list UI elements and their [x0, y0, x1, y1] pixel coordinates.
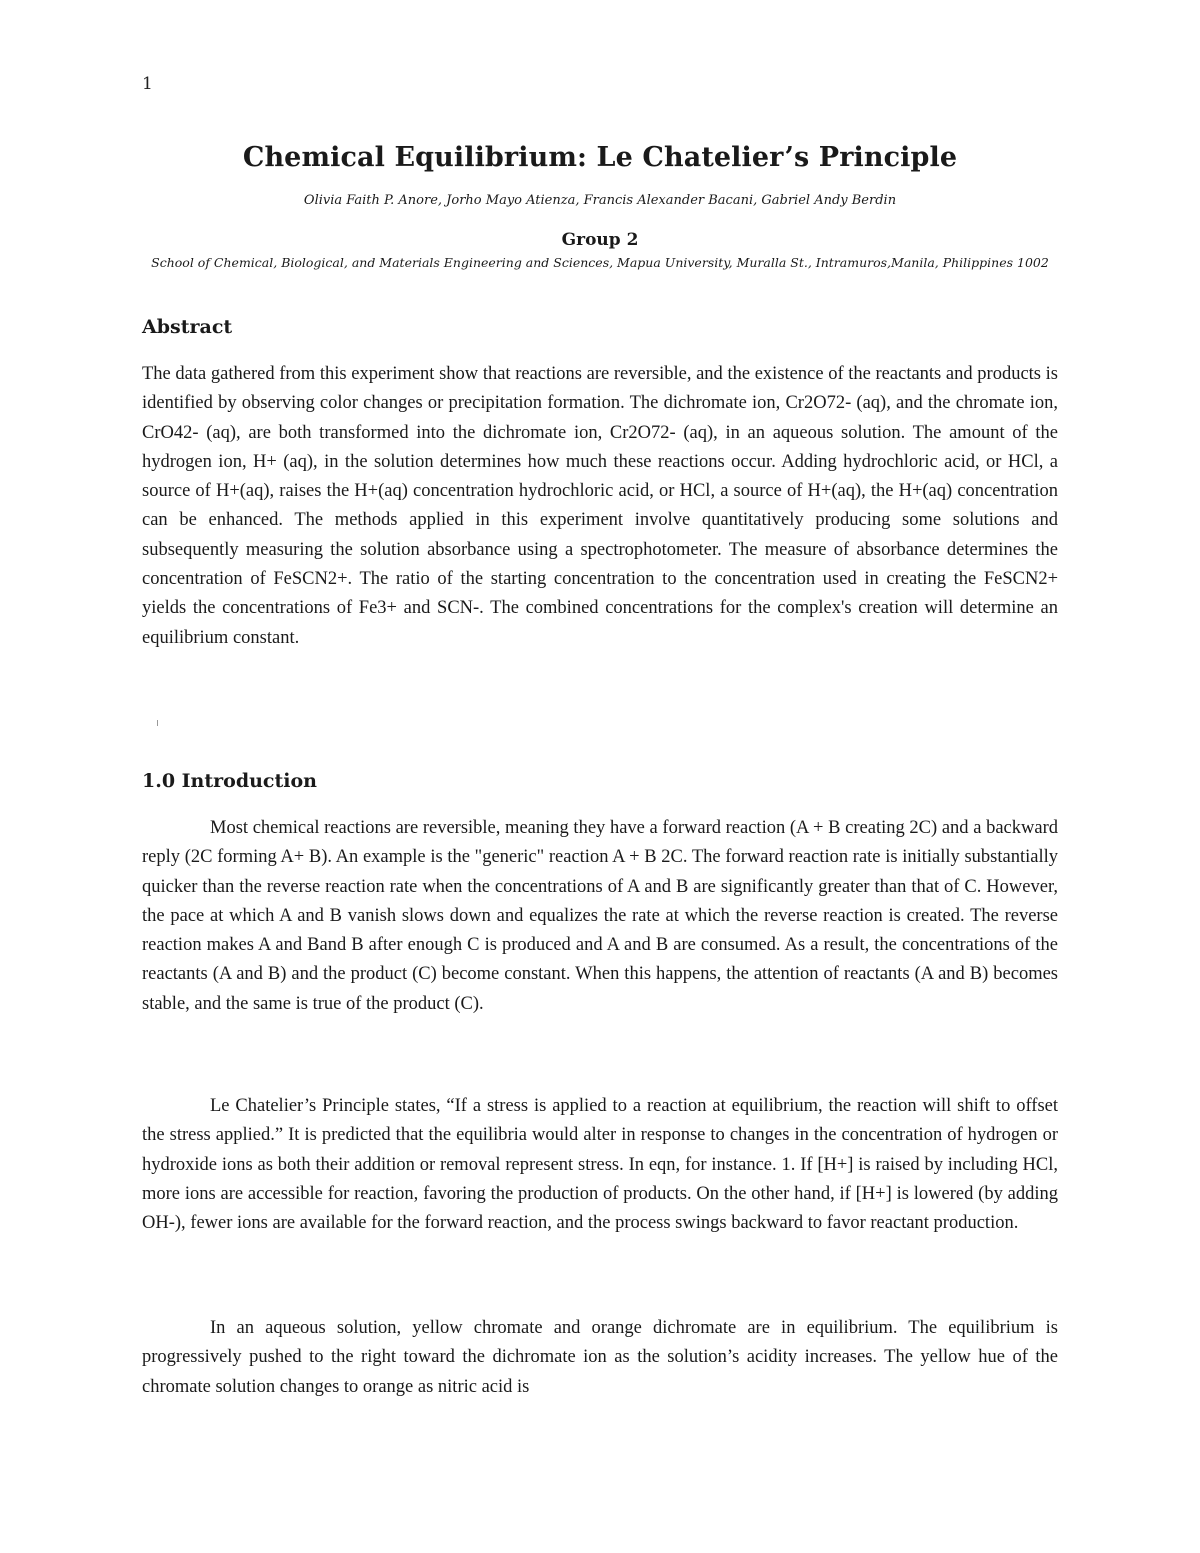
introduction-paragraph-2: Le Chatelier’s Principle states, “If a stress is applied to a reaction at equilibrium, the reaction will shift to offset the stress applied.” It is predicted that the equilibria would alter in response to changes in the concentration of hydrogen or hydroxide ions as both their addition or removal represent stress. In eqn, for instance. 1. If [H+] is raised by including HCl, more ions are accessible for reaction, favoring the production of products. On the other hand, if [H+] is lowered (by adding OH-), fewer ions are available for the forward reaction, and the process swings backward to favor reactant production. — [142, 1096, 1058, 1234]
introduction-paragraph-3: In an aqueous solution, yellow chromate and orange dichromate are in equilibrium. The equilibrium is progressively pushed to the right toward the dichromate ion as the solution’s acidity increases. The yellow hue of the chromate solution changes to orange as nitric acid is — [142, 1318, 1058, 1397]
stray-mark — [157, 720, 158, 726]
author-list: Olivia Faith P. Anore, Jorho Mayo Atienza, Francis Alexander Bacani, Gabriel Andy Berdin — [303, 193, 897, 208]
group-label: Group 2 — [561, 230, 639, 250]
introduction-heading: 1.0 Introduction — [142, 770, 317, 792]
abstract-text: The data gathered from this experiment show that reactions are reversible, and the existence of the reactants and products is identified by observing color changes or precipitation formation. The dichromate ion, Cr2O72- (aq), and the chromate ion, CrO42- (aq), are both transformed into the dichromate ion, Cr2O72- (aq), in an aqueous solution. The amount of the hydrogen ion, H+ (aq), in the solution determines how much these reactions occur. Adding hydrochloric acid, or HCl, a source of H+(aq), raises the H+(aq) concentration hydrochloric acid, or HCl, a source of H+(aq), the H+(aq) concentration can be enhanced. The methods applied in this experiment involve quantitatively producing some solutions and subsequently measuring the solution absorbance using a spectrophotometer. The measure of absorbance determines the concentration of FeSCN2+. The ratio of the starting concentration to the concentration used in creating the FeSCN2+ yields the concentrations of Fe3+ and SCN-. The combined concentrations for the complex's creation will determine an equilibrium constant. — [142, 364, 1058, 648]
paper-title: Chemical Equilibrium: Le Chatelier’s Principle — [242, 142, 958, 173]
abstract-heading: Abstract — [142, 316, 233, 338]
affiliation: School of Chemical, Biological, and Materials Engineering and Sciences, Mapua University, Muralla St., Intramuros,Manila, Philippines 1002 — [151, 255, 1049, 270]
page-number: 1 — [142, 74, 153, 94]
introduction-paragraph-1: Most chemical reactions are reversible, meaning they have a forward reaction (A + B creating 2C) and a backward reply (2C forming A+ B). An example is the "generic" reaction A + B 2C. The forward reaction rate is initially substantially quicker than the reverse reaction rate when the concentrations of A and B are significantly greater than that of C. However, the pace at which A and B vanish slows down and equalizes the rate at which the reverse reaction is created. The reverse reaction makes A and Band B after enough C is produced and A and B are consumed. As a result, the concentrations of the reactants (A and B) and the product (C) become constant. When this happens, the attention of reactants (A and B) becomes stable, and the same is true of the product (C). — [142, 818, 1058, 1014]
